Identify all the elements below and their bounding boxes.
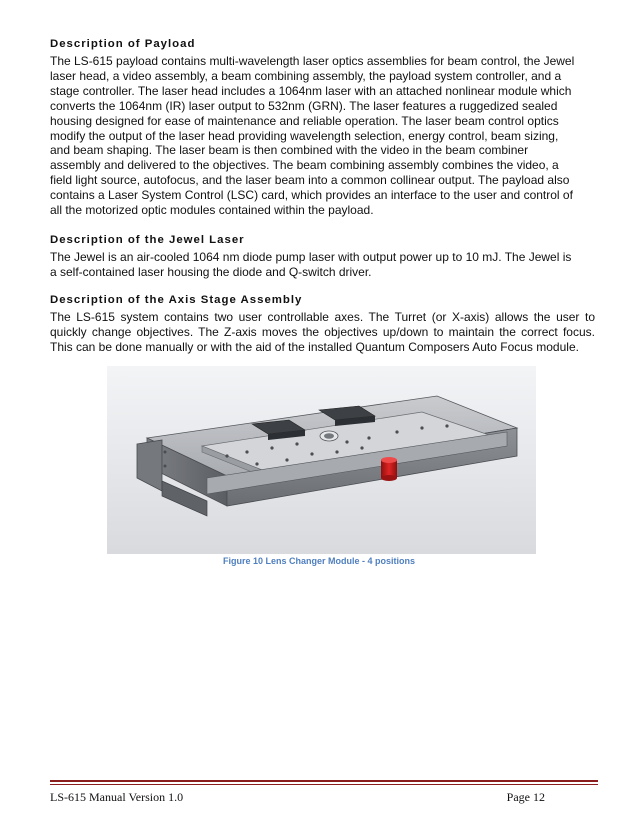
paragraph-payload <box>50 54 595 218</box>
heading-jewel-laser: Description of the Jewel Laser <box>50 234 245 246</box>
footer-page-number: Page 12 <box>506 790 545 804</box>
figure-lens-changer <box>107 366 536 554</box>
text-line: field light source, autofocus, and the laser beam into a common collinear output. The payload also <box>50 173 570 188</box>
paragraph-jewel-laser <box>50 250 595 280</box>
heading-payload: Description of Payload <box>50 38 196 50</box>
footer-rule <box>50 780 598 782</box>
text-line: The Jewel is an air-cooled 1064 nm diode pump laser with output power up to 10 mJ. The Jewel is <box>50 250 572 264</box>
text-line: converts the 1064nm (IR) laser output to 532nm (GRN). The laser features a ruggedized sealed <box>50 98 558 113</box>
text-line: modify the output of the laser head providing wavelength selection, energy control, beam sizing, <box>50 128 559 143</box>
paragraph-axis-stage: The LS-615 system contains two user controllable axes. The Turret (or X-axis) allows the user to quickly change objectives. The Z-axis moves the objectives up/down to maintain the correct focus. This can be done manually or with the aid of the installed Quantum Composers Auto Focus module. <box>50 310 595 354</box>
text-line: The LS-615 payload contains multi-wavelength laser optics assemblies for beam control, the Jewel <box>50 54 575 68</box>
text-line: and beam shaping. The laser beam is then combined with the video in the beam combiner <box>50 143 529 158</box>
footer-rule-thin <box>50 784 598 785</box>
text-line: laser head, a video assembly, a beam combining assembly, the payload system controller, and a <box>50 68 562 83</box>
text-line: assembly and delivered to the objectives. The beam combining assembly combines the video, a <box>50 158 559 173</box>
footer-document-title: LS-615 Manual Version 1.0 <box>50 790 184 804</box>
text-line: all the motorized optic modules contained within the payload. <box>50 203 374 218</box>
text-line: a self-contained laser housing the diode and Q-switch driver. <box>50 264 372 279</box>
figure-caption: Figure 10 Lens Changer Module - 4 positions <box>222 556 416 566</box>
lens-changer-illustration <box>107 366 536 554</box>
text-line: housing designed for ease of maintenance and reliable operation. The laser beam control optics <box>50 113 559 128</box>
text-line: contains a Laser System Control (LSC) card, which provides an interface to the user and control of <box>50 188 573 203</box>
heading-axis-stage: Description of the Axis Stage Assembly <box>50 294 303 306</box>
text-line: stage controller. The laser head includes a 1064nm laser with an attached nonlinear module which <box>50 83 572 98</box>
